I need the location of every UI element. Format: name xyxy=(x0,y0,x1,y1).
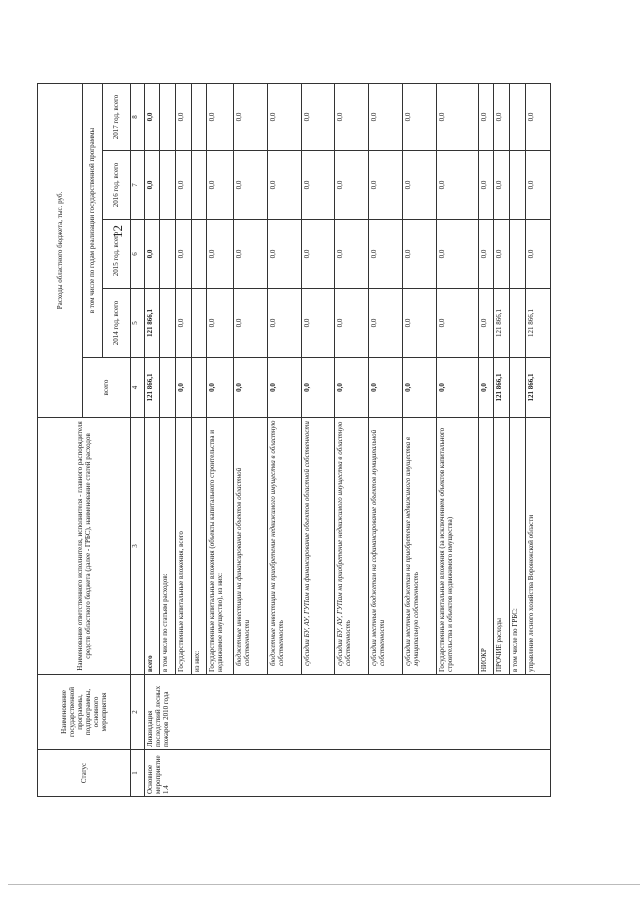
program-cell: Ликвидация последствий лесных пожаров 2010 года xyxy=(144,675,550,750)
value-cell xyxy=(191,289,207,358)
col-number: 8 xyxy=(130,83,144,150)
value-cell: 0,0 xyxy=(494,83,510,150)
value-cell: 0,0 xyxy=(234,220,268,289)
value-cell: 121 866,1 xyxy=(494,289,510,358)
status-cell: Основное мероприятие 1.4 xyxy=(144,750,550,797)
value-cell: 0,0 xyxy=(234,151,268,220)
value-cell xyxy=(191,151,207,220)
value-cell: 0,0 xyxy=(207,289,234,358)
value-cell: 0,0 xyxy=(207,83,234,150)
rotated-table-container xyxy=(37,84,551,797)
value-cell: 0,0 xyxy=(176,220,192,289)
row-label: из них: xyxy=(191,418,207,675)
row-label: бюджетные инвестиции на финансирование объектов областной собственности xyxy=(234,418,268,675)
row-label: Государственные капитальные вложения (объекты капитального строительства и недвижимое имущество), из них: xyxy=(207,418,234,675)
value-cell: 0,0 xyxy=(369,83,403,150)
value-cell xyxy=(160,220,176,289)
value-cell xyxy=(160,151,176,220)
value-cell: 121 866,1 xyxy=(144,289,160,358)
value-cell: 0,0 xyxy=(207,151,234,220)
value-cell: 0,0 xyxy=(267,220,301,289)
value-cell: 0,0 xyxy=(335,289,369,358)
header-year: 2015 год, всего xyxy=(102,220,130,289)
value-cell: 0,0 xyxy=(301,151,335,220)
value-cell: 121 866,1 xyxy=(144,358,160,418)
row-label: ПРОЧИЕ расходы xyxy=(494,418,510,675)
bottom-rule xyxy=(8,884,640,885)
row-label: бюджетные инвестиции на приобретение недвижимого имущества в областную собственность xyxy=(267,418,301,675)
value-cell: 0,0 xyxy=(335,358,369,418)
row-label: управление лесного хозяйства Воронежской области xyxy=(525,418,550,675)
value-cell: 0,0 xyxy=(144,220,160,289)
col-number: 6 xyxy=(130,220,144,289)
value-cell: 0,0 xyxy=(301,289,335,358)
header-expenses: Расходы областного бюджета, тыс. руб. xyxy=(38,83,83,417)
row-label: НИОКР xyxy=(478,418,494,675)
value-cell: 0,0 xyxy=(207,220,234,289)
value-cell xyxy=(510,289,526,358)
row-label: в том числе по ГРБС: xyxy=(510,418,526,675)
page-number: 12 xyxy=(110,225,125,238)
table-row xyxy=(144,83,160,796)
row-label: субсидии местным бюджетам на приобретение недвижимого имущества в муниципальную собственность xyxy=(402,418,436,675)
row-label: субсидии БУ, АУ, ГУПам на приобретение недвижимого имущества в областную собственность xyxy=(335,418,369,675)
value-cell: 0,0 xyxy=(207,358,234,418)
header-executor: Наименование ответственного исполнителя, исполнителя - главного распорядителя средств областного бюджета (далее - ГРБС), наименование статей расходов xyxy=(38,418,131,675)
value-cell: 0,0 xyxy=(369,151,403,220)
row-label: Государственные капитальные вложения (за исключением объектов капитального строительства и объектов недвижимого имущества) xyxy=(436,418,478,675)
value-cell: 0,0 xyxy=(301,358,335,418)
row-label: субсидии местным бюджетам на софинансирование объектов муниципальной собственности xyxy=(369,418,403,675)
value-cell: 0,0 xyxy=(176,358,192,418)
col-number: 4 xyxy=(130,358,144,418)
value-cell xyxy=(160,83,176,150)
value-cell: 0,0 xyxy=(478,151,494,220)
header-by-years: в том числе по годам реализации государственной программы xyxy=(83,83,103,357)
value-cell: 0,0 xyxy=(436,289,478,358)
value-cell: 0,0 xyxy=(402,220,436,289)
value-cell: 0,0 xyxy=(144,151,160,220)
value-cell: 0,0 xyxy=(335,220,369,289)
col-number: 2 xyxy=(130,675,144,750)
col-number: 3 xyxy=(130,418,144,675)
header-status: Статус xyxy=(38,750,131,797)
value-cell: 0,0 xyxy=(402,151,436,220)
row-label: субсидии БУ, АУ, ГУПам на финансирование объектов областной собственности xyxy=(301,418,335,675)
header-year: 2017 год, всего xyxy=(102,83,130,150)
value-cell: 0,0 xyxy=(267,289,301,358)
value-cell: 0,0 xyxy=(234,83,268,150)
header-year: 2014 год, всего xyxy=(102,289,130,358)
value-cell: 0,0 xyxy=(267,358,301,418)
value-cell: 0,0 xyxy=(267,151,301,220)
value-cell: 0,0 xyxy=(234,358,268,418)
expenses-table xyxy=(37,83,551,797)
value-cell: 0,0 xyxy=(176,83,192,150)
value-cell xyxy=(191,83,207,150)
value-cell: 0,0 xyxy=(335,83,369,150)
value-cell: 0,0 xyxy=(301,83,335,150)
row-label: в том числе по статьям расходов: xyxy=(160,418,176,675)
value-cell: 0,0 xyxy=(494,151,510,220)
value-cell: 0,0 xyxy=(525,83,550,150)
value-cell: 0,0 xyxy=(525,151,550,220)
row-label: всего xyxy=(144,418,160,675)
value-cell: 0,0 xyxy=(494,220,510,289)
value-cell xyxy=(510,220,526,289)
value-cell: 0,0 xyxy=(144,83,160,150)
value-cell: 0,0 xyxy=(436,83,478,150)
value-cell xyxy=(191,358,207,418)
value-cell: 0,0 xyxy=(478,289,494,358)
value-cell: 121 866,1 xyxy=(525,289,550,358)
value-cell: 0,0 xyxy=(369,220,403,289)
value-cell xyxy=(160,358,176,418)
col-number: 1 xyxy=(130,750,144,797)
value-cell: 0,0 xyxy=(267,83,301,150)
value-cell: 0,0 xyxy=(525,220,550,289)
value-cell: 121 866,1 xyxy=(525,358,550,418)
value-cell: 0,0 xyxy=(478,83,494,150)
value-cell: 0,0 xyxy=(402,358,436,418)
header-year: 2016 год, всего xyxy=(102,151,130,220)
value-cell: 0,0 xyxy=(478,358,494,418)
row-label: Государственные капитальные вложения, всего xyxy=(176,418,192,675)
value-cell: 0,0 xyxy=(176,289,192,358)
value-cell xyxy=(510,83,526,150)
value-cell xyxy=(510,151,526,220)
value-cell xyxy=(160,289,176,358)
value-cell: 0,0 xyxy=(436,220,478,289)
value-cell: 0,0 xyxy=(335,151,369,220)
value-cell: 0,0 xyxy=(402,83,436,150)
value-cell: 0,0 xyxy=(478,220,494,289)
col-number: 7 xyxy=(130,151,144,220)
col-number: 5 xyxy=(130,289,144,358)
value-cell xyxy=(510,358,526,418)
value-cell: 0,0 xyxy=(369,289,403,358)
value-cell: 0,0 xyxy=(369,358,403,418)
value-cell: 0,0 xyxy=(234,289,268,358)
value-cell: 0,0 xyxy=(176,151,192,220)
value-cell: 121 866,1 xyxy=(494,358,510,418)
header-program-name: Наименование государственной программы, подпрограммы, основного мероприятия xyxy=(38,675,131,750)
value-cell xyxy=(191,220,207,289)
value-cell: 0,0 xyxy=(402,289,436,358)
value-cell: 0,0 xyxy=(301,220,335,289)
header-total: всего xyxy=(83,358,131,418)
value-cell: 0,0 xyxy=(436,358,478,418)
value-cell: 0,0 xyxy=(436,151,478,220)
